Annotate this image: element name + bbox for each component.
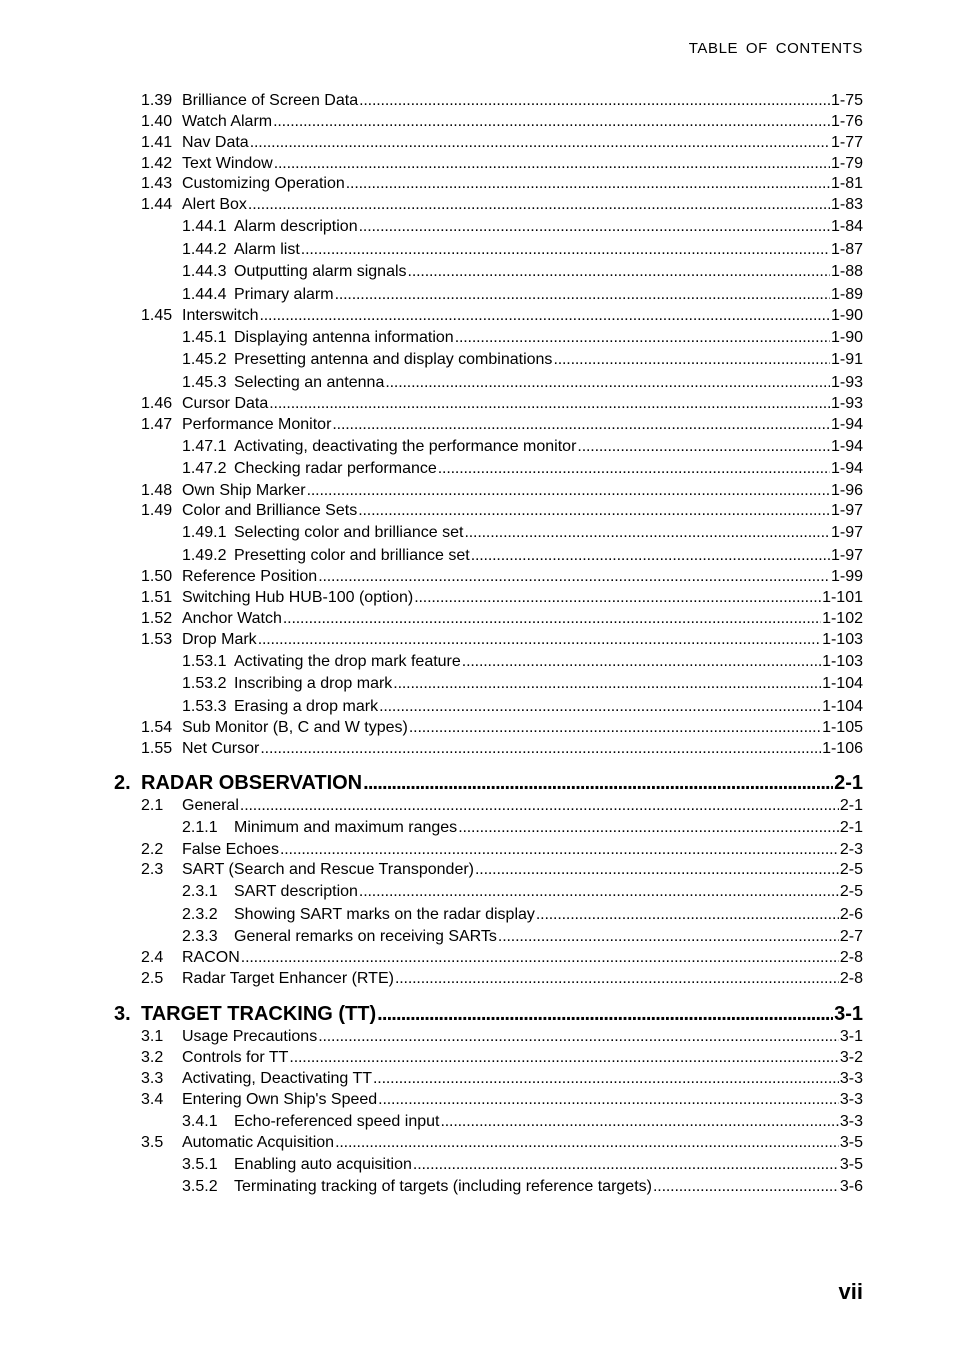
toc-number: 1.44.2 xyxy=(182,241,227,258)
dot-leader xyxy=(359,91,830,111)
dot-leader xyxy=(359,217,830,237)
toc-page: 2-1 xyxy=(839,819,863,836)
toc-number: 1.46 xyxy=(141,395,173,412)
dot-leader xyxy=(653,1177,839,1197)
toc-title: SART (Search and Rescue Transponder) xyxy=(182,861,475,878)
dot-leader xyxy=(259,306,830,326)
toc-page: 1-99 xyxy=(830,568,863,585)
toc-number: 1.44.1 xyxy=(182,218,227,235)
toc-title: Erasing a drop mark xyxy=(234,698,379,715)
toc-number: 1.47.1 xyxy=(182,438,227,455)
dot-leader xyxy=(283,609,821,629)
toc-number: 1.51 xyxy=(141,589,173,606)
toc-title: Performance Monitor xyxy=(182,416,332,433)
dot-leader xyxy=(462,652,821,672)
toc-number: 1.45.3 xyxy=(182,374,227,391)
dot-leader xyxy=(373,1069,839,1089)
toc-section xyxy=(141,630,863,650)
toc-page: 1-91 xyxy=(830,351,863,368)
toc-subsection xyxy=(182,882,863,902)
toc-section xyxy=(141,567,863,587)
toc-page: 1-101 xyxy=(822,589,863,606)
toc-number: 3.3 xyxy=(141,1070,164,1087)
toc-title: Interswitch xyxy=(182,307,259,324)
toc-page: 1-94 xyxy=(830,460,863,477)
toc-number: 3.1 xyxy=(141,1028,164,1045)
toc-section xyxy=(141,91,863,111)
toc-section xyxy=(141,1133,863,1153)
toc-title: RACON xyxy=(182,949,240,966)
toc-page: 1-97 xyxy=(830,547,863,564)
toc-page: 1-87 xyxy=(830,241,863,258)
toc-page: 1-94 xyxy=(830,416,863,433)
toc-number: 1.53.3 xyxy=(182,698,227,715)
dot-leader xyxy=(395,969,839,989)
toc-number: 3.5.2 xyxy=(182,1178,218,1195)
toc-title: Presetting antenna and display combinations xyxy=(234,351,553,368)
dot-leader xyxy=(332,415,830,435)
dot-leader xyxy=(385,373,830,393)
dot-leader xyxy=(269,394,830,414)
toc-subsection xyxy=(182,373,863,393)
toc-title: Net Cursor xyxy=(182,740,260,757)
toc-title: Inscribing a drop mark xyxy=(234,675,393,692)
toc-page: 1-79 xyxy=(830,155,863,172)
toc-title: TARGET TRACKING (TT) xyxy=(141,1003,377,1025)
toc-number: 2.4 xyxy=(141,949,164,966)
toc-number: 1.44.4 xyxy=(182,286,227,303)
toc-title: Controls for TT xyxy=(182,1049,289,1066)
toc-subsection xyxy=(182,523,863,543)
toc-title: General remarks on receiving SARTs xyxy=(234,928,497,945)
toc-section xyxy=(141,609,863,629)
toc-page: 2-5 xyxy=(839,861,863,878)
toc-number: 1.53 xyxy=(141,631,173,648)
toc-page: 1-93 xyxy=(830,395,863,412)
toc-title: Radar Target Enhancer (RTE) xyxy=(182,970,394,987)
toc-number: 1.45 xyxy=(141,307,173,324)
toc-title: Sub Monitor (B, C and W types) xyxy=(182,719,408,736)
dot-leader xyxy=(377,1002,833,1026)
toc-page: 1-81 xyxy=(830,175,863,192)
toc-number: 2.3.1 xyxy=(182,883,218,900)
dot-leader xyxy=(358,501,830,521)
toc-number: 2.3.2 xyxy=(182,906,218,923)
toc-number: 1.48 xyxy=(141,482,173,499)
toc-subsection xyxy=(182,905,863,925)
toc-section xyxy=(141,415,863,435)
toc-section xyxy=(141,739,863,759)
toc-number: 1.55 xyxy=(141,740,173,757)
toc-number: 1.45.1 xyxy=(182,329,227,346)
dot-leader xyxy=(471,546,830,566)
toc-subsection xyxy=(182,927,863,947)
toc-section xyxy=(141,969,863,989)
dot-leader xyxy=(498,927,839,947)
toc-number: 1.44 xyxy=(141,196,173,213)
toc-subsection xyxy=(182,217,863,237)
toc-title: Automatic Acquisition xyxy=(182,1134,335,1151)
toc-title: Alert Box xyxy=(182,196,247,213)
dot-leader xyxy=(274,154,830,174)
toc-page: 1-83 xyxy=(830,196,863,213)
toc-number: 1.39 xyxy=(141,92,173,109)
toc-section xyxy=(141,588,863,608)
toc-title: RADAR OBSERVATION xyxy=(141,772,363,794)
toc-section xyxy=(141,718,863,738)
toc-title: Terminating tracking of targets (including reference targets) xyxy=(234,1178,652,1195)
toc-number: 2. xyxy=(114,772,131,794)
dot-leader xyxy=(553,350,830,370)
toc-subsection xyxy=(182,285,863,305)
toc-page: 2-6 xyxy=(839,906,863,923)
toc-page: 1-96 xyxy=(830,482,863,499)
toc-title: Switching Hub HUB-100 (option) xyxy=(182,589,414,606)
dot-leader xyxy=(301,240,830,260)
toc-number: 1.49.1 xyxy=(182,524,227,541)
toc-number: 2.3 xyxy=(141,861,164,878)
toc-section xyxy=(141,501,863,521)
toc-section xyxy=(141,1027,863,1047)
toc-title: Own Ship Marker xyxy=(182,482,306,499)
dot-leader xyxy=(260,739,821,759)
toc-page: 1-89 xyxy=(830,286,863,303)
toc-page: 2-5 xyxy=(839,883,863,900)
toc-page: 3-1 xyxy=(834,1003,863,1025)
toc-page: 1-76 xyxy=(830,113,863,130)
toc-section xyxy=(141,481,863,501)
toc-number: 3. xyxy=(114,1003,131,1025)
dot-leader xyxy=(258,630,821,650)
toc-number: 3.4 xyxy=(141,1091,164,1108)
dot-leader xyxy=(464,523,830,543)
toc-page: 2-1 xyxy=(834,772,863,794)
toc-section xyxy=(141,948,863,968)
dot-leader xyxy=(363,771,833,795)
toc-section xyxy=(141,1069,863,1089)
toc-title: Watch Alarm xyxy=(182,113,273,130)
dot-leader xyxy=(379,697,821,717)
toc-title: Minimum and maximum ranges xyxy=(234,819,458,836)
toc-section xyxy=(141,860,863,880)
toc-page: 2-1 xyxy=(839,797,863,814)
dot-leader xyxy=(346,174,830,194)
dot-leader xyxy=(393,674,821,694)
toc-section xyxy=(141,1090,863,1110)
toc-page: 1-97 xyxy=(830,524,863,541)
toc-number: 1.40 xyxy=(141,113,173,130)
toc-number: 2.2 xyxy=(141,841,164,858)
dot-leader xyxy=(455,328,830,348)
toc-number: 3.2 xyxy=(141,1049,164,1066)
dot-leader xyxy=(359,882,839,902)
toc-section xyxy=(141,796,863,816)
toc-section xyxy=(141,394,863,414)
dot-leader xyxy=(318,1027,839,1047)
toc-title: Text Window xyxy=(182,155,273,172)
toc-title: Echo-referenced speed input xyxy=(234,1113,440,1130)
dot-leader xyxy=(408,262,830,282)
dot-leader xyxy=(273,112,830,132)
page-number: vii xyxy=(838,1279,863,1304)
toc-page: 3-3 xyxy=(839,1070,863,1087)
toc-subsection xyxy=(182,350,863,370)
toc-subsection xyxy=(182,437,863,457)
dot-leader xyxy=(318,567,830,587)
toc-number: 1.44.3 xyxy=(182,263,227,280)
dot-leader xyxy=(440,1112,838,1132)
dot-leader xyxy=(475,860,839,880)
toc-page: 3-1 xyxy=(839,1028,863,1045)
toc-title: Selecting an antenna xyxy=(234,374,385,391)
toc-page: 1-77 xyxy=(830,134,863,151)
toc-subsection xyxy=(182,262,863,282)
toc-title: SART description xyxy=(234,883,358,900)
toc-title: Anchor Watch xyxy=(182,610,282,627)
toc-subsection xyxy=(182,674,863,694)
toc-subsection xyxy=(182,1177,863,1197)
toc-subsection xyxy=(182,459,863,479)
toc-section xyxy=(141,112,863,132)
dot-leader xyxy=(378,1090,839,1110)
toc-page: 1-75 xyxy=(830,92,863,109)
toc-title: Alarm description xyxy=(234,218,358,235)
toc-title: Selecting color and brilliance set xyxy=(234,524,464,541)
toc-subsection xyxy=(182,546,863,566)
toc-title: Alarm list xyxy=(234,241,300,258)
dot-leader xyxy=(248,195,830,215)
toc-title: Activating, deactivating the performance monitor xyxy=(234,438,577,455)
dot-leader xyxy=(307,481,830,501)
toc-section xyxy=(141,840,863,860)
toc-title: Nav Data xyxy=(182,134,249,151)
toc-title: General xyxy=(182,797,239,814)
toc-page: 1-90 xyxy=(830,329,863,346)
toc-section xyxy=(141,195,863,215)
toc-title: Reference Position xyxy=(182,568,318,585)
toc-number: 1.50 xyxy=(141,568,173,585)
dot-leader xyxy=(250,133,830,153)
toc-title: Checking radar performance xyxy=(234,460,437,477)
toc-page: 1-106 xyxy=(822,740,863,757)
toc-page: 1-90 xyxy=(830,307,863,324)
toc-number: 1.52 xyxy=(141,610,173,627)
toc-subsection xyxy=(182,818,863,838)
toc-number: 1.41 xyxy=(141,134,173,151)
toc-page: 1-88 xyxy=(830,263,863,280)
dot-leader xyxy=(335,285,830,305)
toc-title: Cursor Data xyxy=(182,395,269,412)
toc-page: 3-5 xyxy=(839,1134,863,1151)
toc-number: 2.1.1 xyxy=(182,819,218,836)
dot-leader xyxy=(413,1155,839,1175)
toc-chapter xyxy=(114,771,863,795)
toc-page: 2-7 xyxy=(839,928,863,945)
dot-leader xyxy=(240,796,839,816)
toc-subsection xyxy=(182,328,863,348)
toc-section xyxy=(141,154,863,174)
toc-title: False Echoes xyxy=(182,841,279,858)
toc-page: 1-94 xyxy=(830,438,863,455)
toc-title: Drop Mark xyxy=(182,631,257,648)
toc-number: 3.5.1 xyxy=(182,1156,218,1173)
toc-number: 1.53.2 xyxy=(182,675,227,692)
toc-number: 2.3.3 xyxy=(182,928,218,945)
toc-number: 2.5 xyxy=(141,970,164,987)
toc-subsection xyxy=(182,697,863,717)
toc-section xyxy=(141,174,863,194)
toc-number: 1.45.2 xyxy=(182,351,227,368)
toc-subsection xyxy=(182,240,863,260)
toc-page: 3-6 xyxy=(839,1178,863,1195)
toc-number: 1.54 xyxy=(141,719,173,736)
dot-leader xyxy=(409,718,821,738)
toc-number: 3.5 xyxy=(141,1134,164,1151)
toc-page: 1-102 xyxy=(822,610,863,627)
toc-page: 1-103 xyxy=(822,653,863,670)
toc-subsection xyxy=(182,652,863,672)
toc-title: Primary alarm xyxy=(234,286,334,303)
toc-number: 1.49.2 xyxy=(182,547,227,564)
toc-page: 1-84 xyxy=(830,218,863,235)
toc-page: 2-3 xyxy=(839,841,863,858)
running-header: TABLE OF CONTENTS xyxy=(688,40,863,57)
dot-leader xyxy=(280,840,839,860)
toc-number: 1.43 xyxy=(141,175,173,192)
toc-title: Entering Own Ship's Speed xyxy=(182,1091,378,1108)
toc-number: 1.47.2 xyxy=(182,460,227,477)
toc-page: 1-104 xyxy=(822,675,863,692)
toc-number: 2.1 xyxy=(141,797,164,814)
toc-page: 3-3 xyxy=(839,1091,863,1108)
toc-page: 3-5 xyxy=(839,1156,863,1173)
toc-title: Presetting color and brilliance set xyxy=(234,547,470,564)
toc-number: 3.4.1 xyxy=(182,1113,218,1130)
dot-leader xyxy=(335,1133,839,1153)
dot-leader xyxy=(438,459,830,479)
toc-number: 1.53.1 xyxy=(182,653,227,670)
toc-page: 1-104 xyxy=(822,698,863,715)
toc-page: 1-97 xyxy=(830,502,863,519)
toc-section xyxy=(141,1048,863,1068)
dot-leader xyxy=(241,948,839,968)
dot-leader xyxy=(414,588,821,608)
toc-page: 2-8 xyxy=(839,970,863,987)
dot-leader xyxy=(536,905,839,925)
dot-leader xyxy=(289,1048,838,1068)
toc-page: 1-93 xyxy=(830,374,863,391)
toc-title: Usage Precautions xyxy=(182,1028,318,1045)
toc-title: Enabling auto acquisition xyxy=(234,1156,412,1173)
toc-page: 3-3 xyxy=(839,1113,863,1130)
toc-number: 1.49 xyxy=(141,502,173,519)
toc-title: Activating, Deactivating TT xyxy=(182,1070,373,1087)
toc-title: Outputting alarm signals xyxy=(234,263,407,280)
toc-section xyxy=(141,306,863,326)
toc-page: 2-8 xyxy=(839,949,863,966)
toc-number: 1.42 xyxy=(141,155,173,172)
toc-title: Customizing Operation xyxy=(182,175,345,192)
toc-section xyxy=(141,133,863,153)
toc-subsection xyxy=(182,1155,863,1175)
toc-title: Activating the drop mark feature xyxy=(234,653,461,670)
toc-title: Brilliance of Screen Data xyxy=(182,92,359,109)
toc-page: 1-105 xyxy=(822,719,863,736)
toc-page: 1-103 xyxy=(822,631,863,648)
toc-title: Showing SART marks on the radar display xyxy=(234,906,535,923)
toc-title: Displaying antenna information xyxy=(234,329,454,346)
toc-title: Color and Brilliance Sets xyxy=(182,502,358,519)
toc-number: 1.47 xyxy=(141,416,173,433)
toc-chapter xyxy=(114,1002,863,1026)
dot-leader xyxy=(577,437,830,457)
toc-subsection xyxy=(182,1112,863,1132)
dot-leader xyxy=(458,818,839,838)
toc-page: 3-2 xyxy=(839,1049,863,1066)
